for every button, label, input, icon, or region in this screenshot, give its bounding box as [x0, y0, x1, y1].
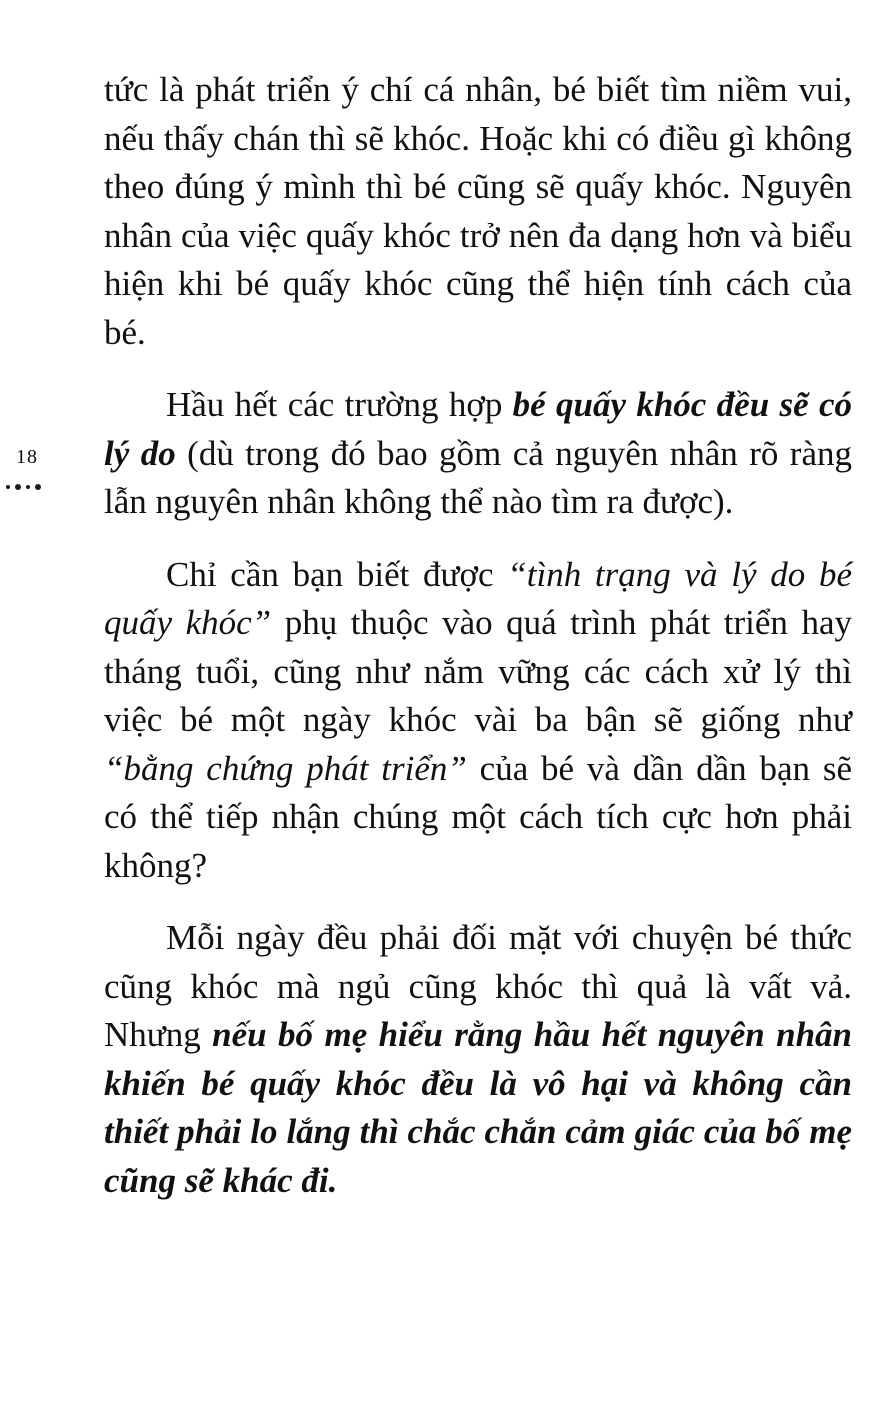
- paragraph-3-text: của bé và dần dần bạn sẽ có thể tiếp nhận chúng một cách tích cực hơn phải không?: [104, 748, 852, 885]
- paragraph-3-quote: “tình trạng và lý do bé quấy khóc”: [104, 554, 853, 642]
- paragraph-3: [104, 551, 852, 891]
- paragraph-2-text: (dù trong đó bao gồm cả nguyên nhân rõ ràng lẫn nguyên nhân không thể nào tìm ra được).: [104, 433, 852, 521]
- ornament-dot: [6, 485, 10, 489]
- paragraph-4-emphasis: nếu bố mẹ hiểu rằng hầu hết nguyên nhân khiến bé quấy khóc đều là vô hại và không cần thiết phải lo lắng thì chắc chắn cảm giác của bố mẹ cũng sẽ khác đi.: [104, 1015, 853, 1200]
- body-text: [104, 66, 852, 1205]
- paragraph-2-emphasis: bé quấy khóc đều sẽ có lý do: [104, 385, 852, 473]
- page-ornament-icon: [6, 484, 41, 490]
- paragraph-2: [104, 381, 852, 527]
- paragraph-1-text: tức là phát triển ý chí cá nhân, bé biết tìm niềm vui, nếu thấy chán thì sẽ khóc. Hoặc khi có điều gì không theo đúng ý mình thì bé cũng sẽ quấy khóc. Nguyên nhân của việc quấy khóc trở nên đa dạng hơn và biểu hiện khi bé quấy khóc cũng thể hiện tính cách của bé.: [104, 70, 852, 352]
- ornament-dot: [15, 484, 21, 490]
- paragraph-3-quote: “bằng chứng phát triển”: [104, 748, 467, 788]
- paragraph-2-text: Hầu hết các trường hợp: [166, 385, 513, 424]
- paragraph-3-text: phụ thuộc vào quá trình phát triển hay tháng tuổi, cũng như nắm vững các cách xử lý thì việc bé một ngày khóc vài ba bận sẽ giống như: [104, 603, 852, 739]
- paragraph-4: [104, 914, 852, 1205]
- page-number: 18: [16, 446, 38, 468]
- paragraph-1: [104, 66, 852, 357]
- paragraph-3-text: Chỉ cần bạn biết được: [166, 554, 508, 594]
- ornament-dot: [35, 484, 41, 490]
- paragraph-4-text: Mỗi ngày đều phải đối mặt với chuyện bé thức cũng khóc mà ngủ cũng khóc thì quả là vất vả. Nhưng: [104, 918, 852, 1054]
- ornament-dot: [26, 485, 30, 489]
